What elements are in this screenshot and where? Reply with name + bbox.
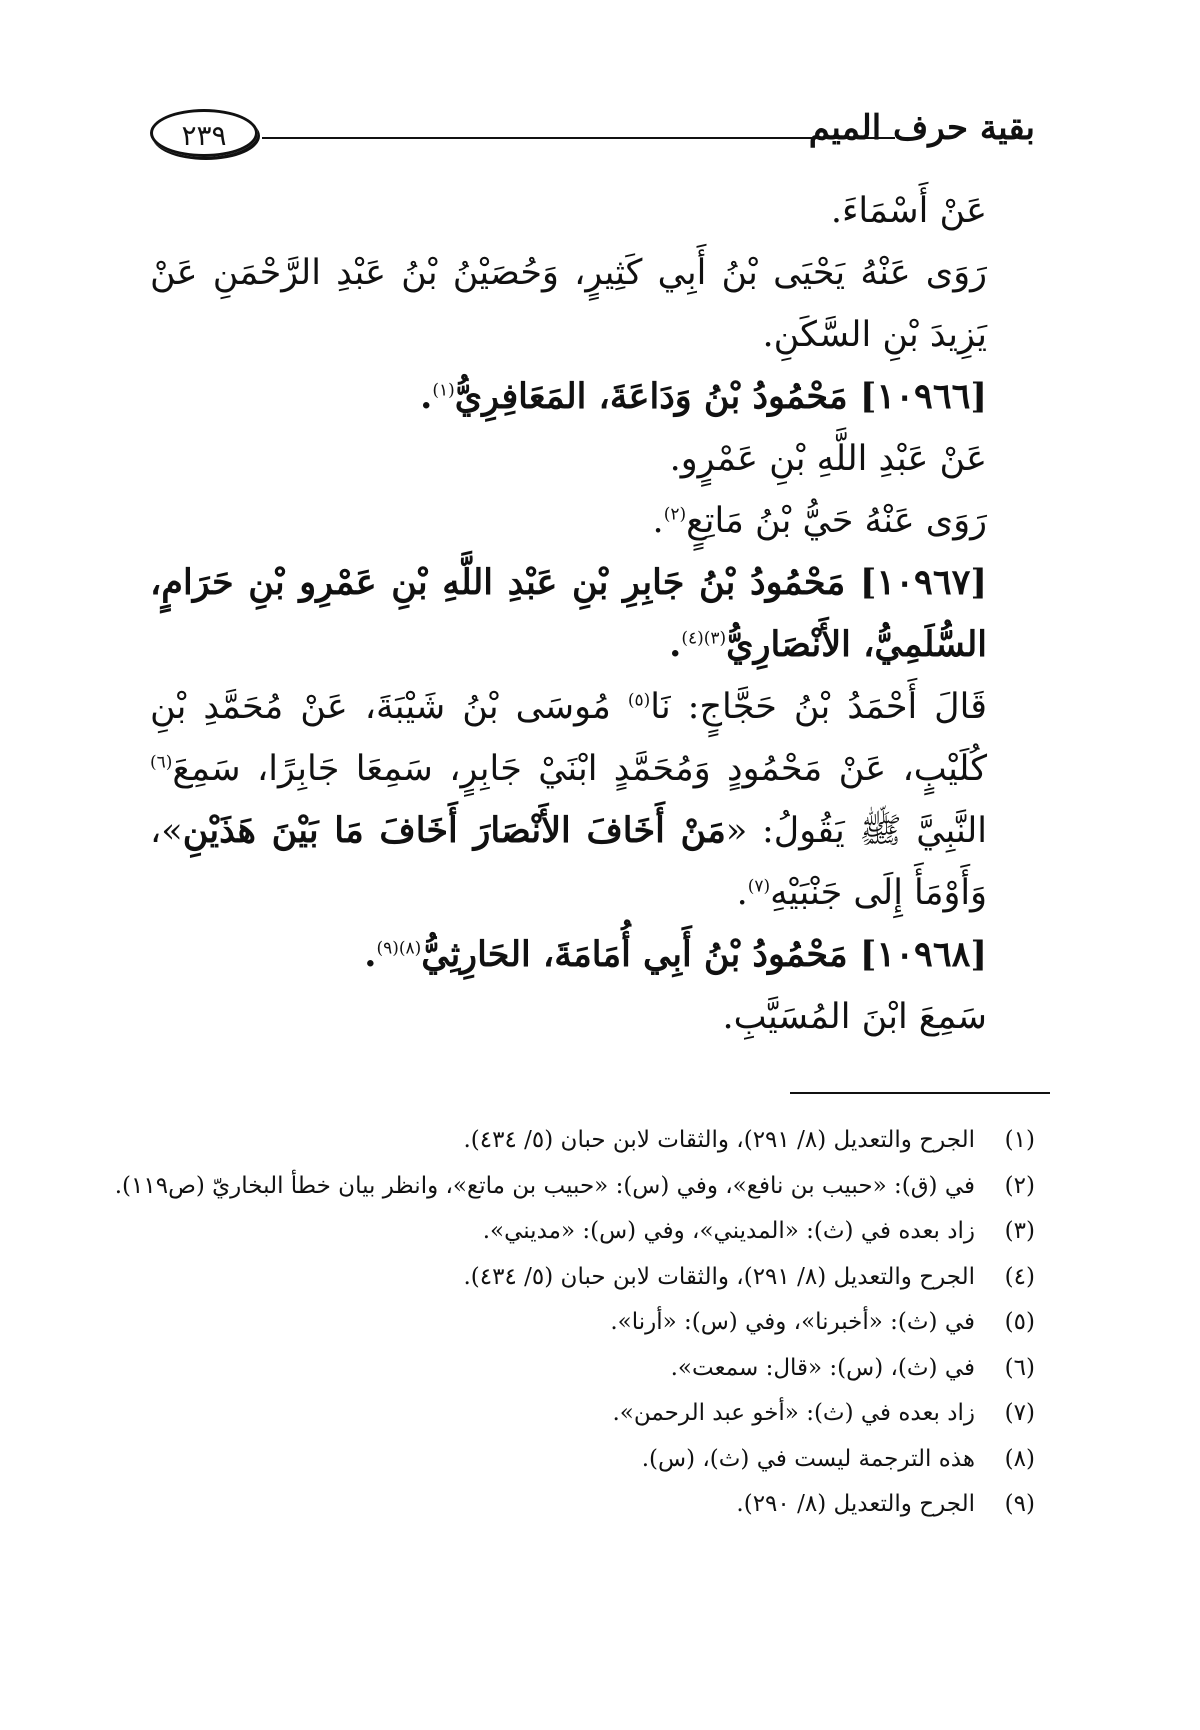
entry-name: مَحْمُودُ بْنُ أَبِي أُمَامَةَ، الحَارِثِيُّ	[421, 934, 848, 975]
main-text	[150, 180, 1035, 1048]
footnote-ref: (٢)	[663, 504, 687, 525]
paragraph-text: مُوسَى بْنُ شَيْبَةَ، عَنْ مُحَمَّدِ بْنِ كُلَيْبٍ، عَنْ مَحْمُودٍ وَمُحَمَّدٍ ابْنَيْ جَابِرٍ، سَمِعَا جَابِرًا، سَمِعَ	[150, 687, 987, 789]
entry-name: مَحْمُودُ بْنُ جَابِرِ بْنِ عَبْدِ اللَّهِ بْنِ عَمْرِو بْنِ حَرَامٍ، السُّلَمِيُّ، الأَنْصَارِيُّ	[150, 562, 987, 665]
footnote-ref: (٣)(٤)	[681, 628, 727, 649]
punctuation: .	[420, 376, 433, 417]
footnote-text: زاد بعده في (ث): «المديني»، وفي (س): «مديني».	[482, 1218, 975, 1244]
footnote-item	[150, 1209, 1035, 1255]
footnote-number: (٤)	[1004, 1263, 1035, 1290]
footnotes	[114, 1118, 1035, 1528]
paragraph	[150, 490, 1035, 552]
entry-number: [١٠٩٦٦]	[859, 376, 987, 417]
paragraph-text: رَوَى عَنْهُ حَيُّ بْنُ مَاتِعٍ	[686, 501, 987, 541]
footnote-ref: (٧)	[747, 876, 771, 897]
entry-name: مَحْمُودُ بْنُ وَدَاعَةَ، المَعَافِرِيُّ	[454, 376, 848, 417]
footnote-ref: (٨)(٩)	[376, 938, 422, 959]
footnote-text: في (ق): «حبيب بن نافع»، وفي (س): «حبيب بن ماتع»، وانظر بيان خطأ البخاريّ (ص١١٩).	[114, 1172, 975, 1199]
entry-number: [١٠٩٦٨]	[859, 934, 987, 975]
punctuation: .	[364, 934, 377, 975]
punctuation: .	[652, 501, 664, 541]
footnote-text: الجرح والتعديل (٨/ ٢٩١)، والثقات لابن حبان (٥/ ٤٣٤).	[463, 1263, 975, 1290]
entry-heading	[150, 552, 1035, 676]
footnote-text: الجرح والتعديل (٨/ ٢٩٠).	[736, 1491, 975, 1517]
entry-number: [١٠٩٦٧]	[859, 562, 987, 603]
footnote-text: في (ث)، (س): «قال: سمعت».	[670, 1354, 975, 1381]
entry-heading	[150, 366, 1035, 428]
footnote-separator	[790, 1092, 1050, 1094]
paragraph-text: »، وَأَوْمَأَ إِلَى جَنْبَيْهِ	[150, 811, 987, 913]
footnote-number: (٨)	[1004, 1445, 1035, 1472]
page-number: ٢٣٩	[150, 109, 258, 157]
paragraph: رَوَى عَنْهُ يَحْيَى بْنُ أَبِي كَثِيرٍ، وَحُصَيْنُ بْنُ عَبْدِ الرَّحْمَنِ عَنْ يَزِيدَ بْنِ السَّكَنِ.	[150, 253, 987, 355]
footnote-text: الجرح والتعديل (٨/ ٢٩١)، والثقات لابن حبان (٥/ ٤٣٤).	[463, 1127, 975, 1153]
entry-heading	[150, 924, 1035, 986]
footnote-number: (٣)	[1004, 1218, 1035, 1244]
footnote-text: زاد بعده في (ث): «أخو عبد الرحمن».	[612, 1400, 975, 1426]
paragraph-text: النَّبِيَّ ﷺ يَقُولُ: «	[725, 811, 987, 851]
footnote-item	[150, 1482, 1035, 1528]
footnote-ref: (٥)	[627, 690, 651, 711]
punctuation: .	[736, 873, 748, 913]
footnote-number: (٧)	[1004, 1400, 1035, 1426]
footnote-item	[150, 1346, 1035, 1392]
footnote-text: في (ث): «أخبرنا»، وفي (س): «أرنا».	[610, 1309, 975, 1335]
paragraph: سَمِعَ ابْنَ المُسَيَّبِ.	[722, 997, 987, 1037]
running-title: بقية حرف الميم	[808, 108, 1035, 148]
footnote-item	[150, 1255, 1035, 1301]
footnote-number: (٢)	[1004, 1172, 1035, 1199]
footnote-number: (٦)	[1004, 1354, 1035, 1381]
footnote-item	[150, 1437, 1035, 1483]
header-rule	[262, 137, 895, 139]
footnote-ref: (٦)	[150, 752, 173, 773]
punctuation: .	[669, 624, 682, 665]
footnote-ref: (١)	[432, 380, 455, 401]
footnote-number: (٩)	[1004, 1491, 1035, 1517]
paragraph: عَنْ عَبْدِ اللَّهِ بْنِ عَمْرٍو.	[669, 439, 987, 479]
footnote-text: هذه الترجمة ليست في (ث)، (س).	[641, 1445, 975, 1472]
footnote-item	[150, 1391, 1035, 1437]
paragraph: عَنْ أَسْمَاءَ.	[830, 191, 987, 231]
footnote-item	[150, 1300, 1035, 1346]
hadith-quote: مَنْ أَخَافَ الأَنْصَارَ أَخَافَ مَا بَيْنَ هَذَيْنِ	[182, 810, 726, 851]
paragraph-text: قَالَ أَحْمَدُ بْنُ حَجَّاجٍ: نَا	[650, 687, 987, 727]
footnote-item	[114, 1164, 1035, 1210]
footnote-number: (٥)	[1004, 1309, 1035, 1335]
footnote-item	[150, 1118, 1035, 1164]
footnote-number: (١)	[1004, 1127, 1035, 1153]
page-header	[150, 103, 1035, 163]
paragraph	[150, 676, 1035, 924]
